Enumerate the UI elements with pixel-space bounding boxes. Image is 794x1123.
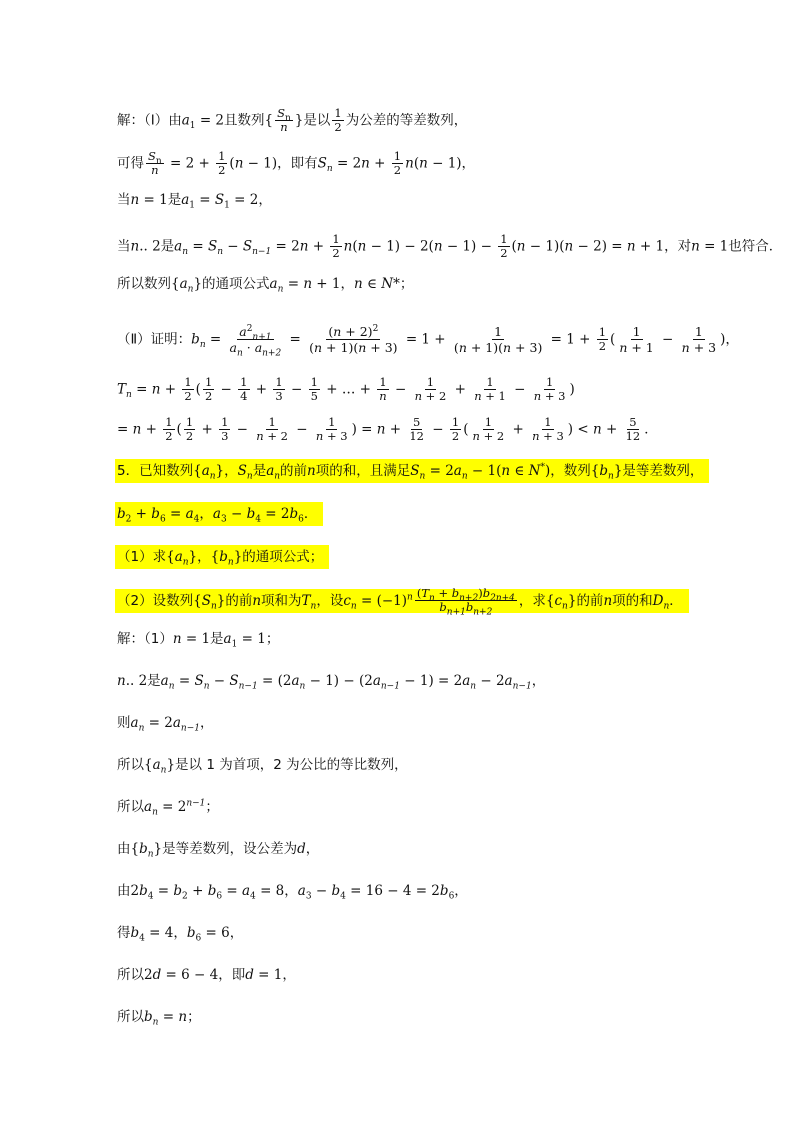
case-n1-line: 当n = 1是$a_1 = S_1 = 2$， (117, 192, 272, 211)
question-5-part2: （2）设数列$\{S_n\}$的前n项和为$T_n$，设$c_n = (-1)^n$ $\frac{(T_n + b_{n+2})b_{2n+4}}{b_{n+1}b_{n+2}}$ ，求$\{c_n\}$的前n项的和$D_n$． (117, 587, 689, 614)
solution-geometric: 所以$\{a_n\}$是以 1 为首项，2 为公比的等比数列， (117, 757, 408, 776)
tn-bound-line: = n + $\frac{1}{2}$ ( $\frac{1}{2}$ + $\frac{1}{3}$ − $\frac{1}{n + 2}$ − $\frac{1}{n + 3}$ ) = n + $\frac{5}{12}$ − $\frac{1}{2}$ ( $\frac{1}{n + 2}$ + $\frac{1}{n + 3}$ ) < n + $\frac{5}{12}$ ． (117, 415, 658, 443)
solution-bn-arith: 由$\{b_n\}$是等差数列，设公差为d， (117, 841, 320, 860)
question-5-part1: （1）求$\{a_n\}$，$\{b_n\}$的通项公式； (117, 548, 329, 566)
solution-d: 所以2d = 6 − 4，即d = 1， (117, 967, 296, 983)
solution-recurrence: 则$a_n = 2a_{n-1}$， (117, 715, 214, 734)
general-term-line: 所以数列$\{a_n\}$的通项公式$a_n = n + 1$，n ∈ N*； (117, 276, 414, 295)
solution-b4-b6: 得$b_4 = 4$，$b_6 = 6$， (117, 925, 244, 944)
tn-sum-line: $T_n = n$ + $\frac{1}{2}$ ( $\frac{1}{2}$ − $\frac{1}{4}$ + $\frac{1}{3}$ − $\frac{1}{5}$ + … + $\frac{1}{n}$ − $\frac{1}{n + 2}$ + $\frac{1}{n + 1}$ − $\frac{1}{n + 3}$ ) (117, 375, 575, 403)
derive-sn-line: 可得 $\frac{S_n}{n}$ = 2 + $\frac{1}{2}$ (n − 1)，即有$S_n = 2n$ + $\frac{1}{2}$ n(n − 1)， (117, 149, 476, 177)
solution-an: 所以$a_n = 2^{n-1}$； (117, 798, 219, 818)
solution-b4-eq: 由$2b_4 = b_2 + b_6 = a_4 = 8$，$a_3 - b_4 = 16 - 4 = 2b_6$， (117, 883, 468, 902)
solution-5-1-n1: 解：（1）n = 1是$a_1 = 1$； (117, 631, 280, 650)
solution-bn: 所以$b_n = n$； (117, 1009, 201, 1028)
solution-5-1-n2: n.. 2是$a_n = S_n - S_{n-1} = (2a_n - 1) - (2a_{n-1} - 1) = 2a_n - 2a_{n-1}$， (117, 673, 546, 692)
part2-proof-line: （Ⅱ）证明：$b_n$ = $\frac{a^2_{n+1}}{a_n \cdot a_{n+2}}$ = $\frac{(n + 2)^2}{(n + 1)(n + 3)}$ = 1 + $\frac{1}{(n + 1)(n + 3)}$ = 1 + $\frac{1}{2}$ ( $\frac{1}{n + 1}$ − $\frac{1}{n + 3}$ )， (117, 323, 739, 359)
question-5-line1: 5．已知数列$\{a_n\}$，$S_n$是$a_n$的前n项的和，且满足$S_n = 2a_n - 1(n$ ∈ N*)，数列$\{b_n\}$是等差数列， (117, 462, 709, 480)
case-n2-line: 当n.. 2是$a_n = S_n - S_{n-1} = 2n$ + $\frac{1}{2}$ n(n − 1) − 2(n − 1) − $\frac{1}{2}$ (n − 1)(n − 2) = n + 1，对n = 1也符合． (117, 232, 783, 260)
question-5-line2: $b_2 + b_6 = a_4$，$a_3 - b_4 = 2b_6$． (117, 505, 323, 523)
solution-part1-line: 解：（Ⅰ）由$a_1 = 2$且数列{ $\frac{S_n}{n}$ }是以 $\frac{1}{2}$ 为公差的等差数列， (117, 106, 468, 134)
